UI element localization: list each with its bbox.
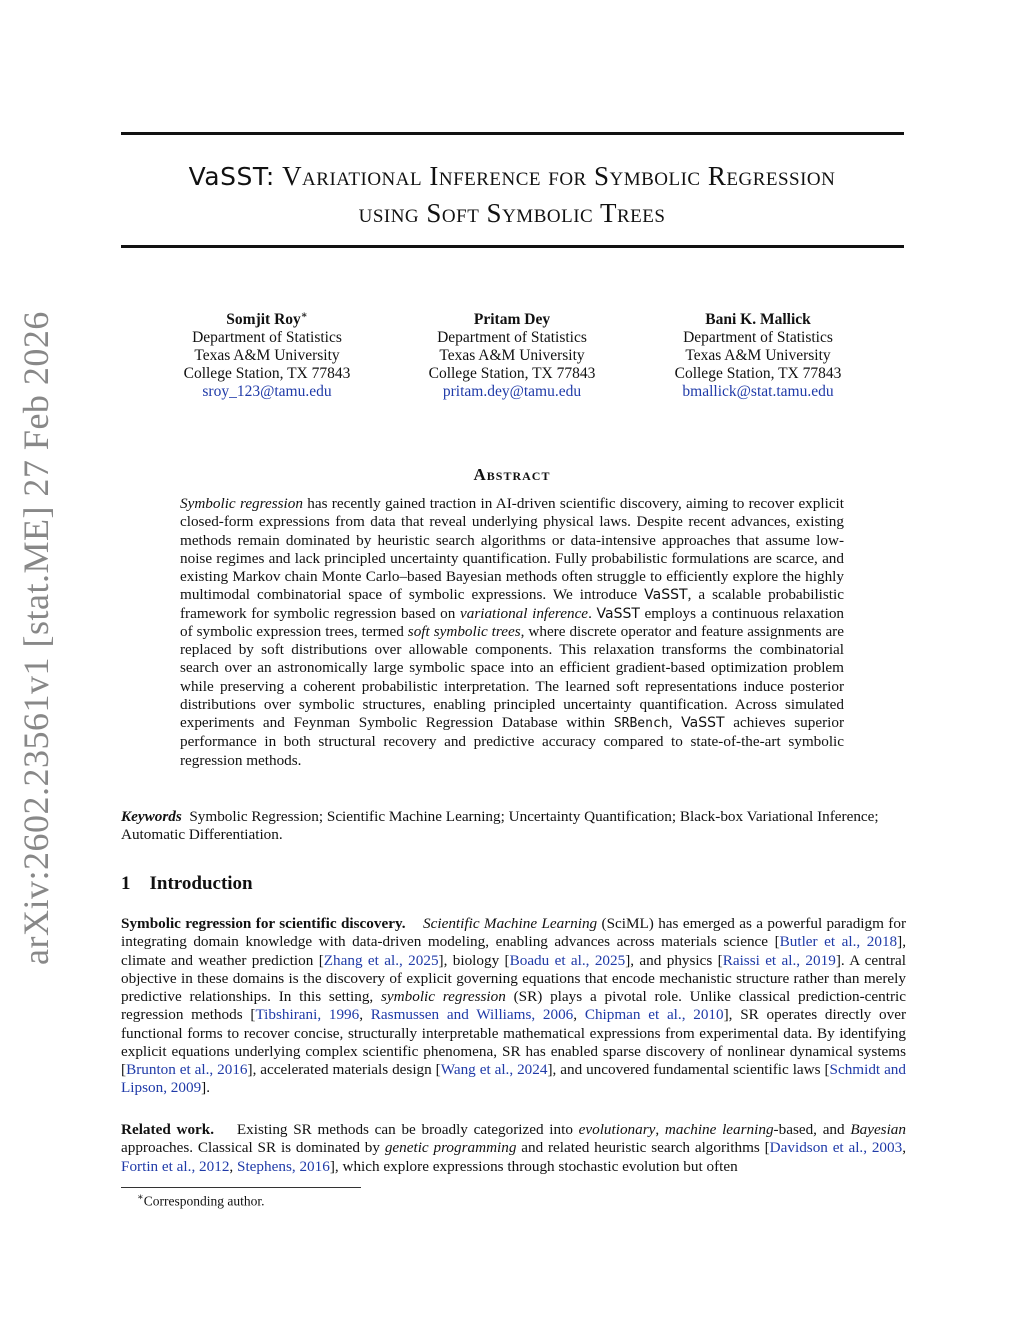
author-dept: Department of Statistics	[437, 329, 587, 347]
citation-link[interactable]: Boadu et al., 2025	[509, 951, 626, 969]
title-line1: Variational Inference for Symbolic Regression	[282, 161, 836, 191]
footnote-rule	[121, 1187, 361, 1188]
author-address: College Station, TX 77843	[674, 365, 842, 383]
abstract-body: Symbolic regression has recently gained traction in AI-driven scientific discovery, aiming to recover explicit closed-form expressions from data that reveal underlying physical laws. Despite recent advances, existing methods remain dominated by heuristic search algorithms or data-intensive approaches that assume low-noise regimes and lack principled uncertainty quantification. Fully probabilistic formulations are scarce, and existing Markov chain Monte Carlo–based Bayesian methods often struggle to efficiently explore the highly multimodal combinatorial space of symbolic expressions. We introduce VaSST, a scalable probabilistic framework for symbolic regression based on variational inference. VaSST employs a continuous relaxation of symbolic expression trees, termed soft symbolic trees, where discrete operator and feature assignments are replaced by soft distributions over allowable components. This relaxation transforms the combinatorial search over an astronomically large symbolic space into an efficient gradient-based optimization problem while preserving a coherent probabilistic interpretation. The learned soft representations induce posterior distributions over symbolic structures, enabling principled uncertainty quantification. Across simulated experiments and Feynman Symbolic Regression Database within SRBench, VaSST achieves superior performance in both structural recovery and predictive accuracy compared to state-of-the-art symbolic regression methods.	[180, 495, 845, 769]
footnote: ∗Corresponding author.	[137, 1192, 265, 1209]
author-email-link[interactable]: pritam.dey@tamu.edu	[442, 383, 582, 401]
keywords-text: Symbolic Regression; Scientific Machine Learning; Uncertainty Quantification; Black-box Variational Inference; Automatic Differentiation.	[121, 808, 879, 844]
paragraph-head: Symbolic regression for scientific discovery.	[121, 915, 406, 932]
title-line2: using Soft Symbolic Trees	[358, 198, 666, 228]
citation-link[interactable]: Raissi et al., 2019	[722, 951, 836, 969]
keywords	[121, 808, 904, 845]
author-address: College Station, TX 77843	[183, 365, 351, 383]
abstract-heading: Abstract	[473, 465, 551, 484]
citation-link[interactable]: Tibshirani, 1996	[255, 1006, 360, 1024]
author-block	[643, 307, 873, 401]
citation-link[interactable]: Brunton et al., 2016	[126, 1061, 248, 1078]
author-name: Bani K. Mallick	[705, 311, 811, 329]
author-dept: Department of Statistics	[192, 329, 342, 347]
citation-link[interactable]: Fortin et al., 2012	[121, 1157, 230, 1175]
title-lead: VaSST	[188, 162, 266, 191]
author-address: College Station, TX 77843	[428, 365, 596, 383]
title-separator: :	[265, 162, 275, 191]
author-univ: Texas A&M University	[439, 347, 585, 365]
author-univ: Texas A&M University	[194, 347, 340, 365]
author-dept: Department of Statistics	[683, 329, 833, 347]
title-bottom-rule	[121, 245, 904, 248]
citation-link[interactable]: Chipman et al., 2010	[584, 1006, 724, 1024]
citation-link[interactable]: Zhang et al., 2025	[323, 951, 439, 969]
citation-link[interactable]: Wang et al., 2024	[440, 1061, 548, 1078]
citation-link[interactable]: Schmidt and Lipson, 2009	[121, 1061, 906, 1097]
author-name: Somjit Roy∗	[226, 310, 308, 329]
author-name: Pritam Dey	[473, 311, 551, 329]
keywords-label: Keywords	[121, 808, 182, 825]
title-top-rule	[121, 132, 904, 135]
citation-link[interactable]: Stephens, 2016	[237, 1157, 330, 1175]
citation-link[interactable]: Rasmussen and Williams, 2006	[370, 1006, 574, 1024]
intro-paragraph-2: Related work. Existing SR methods can be broadly categorized into evolutionary, machine learning-based, and Bayesian approaches. Classical SR is dominated by genetic programming and related heuristic search algorithms [Davidson et al., 2003, Fortin et al., 2012, Stephens, 2016], which explore expressions through stochastic evolution but often	[121, 1121, 907, 1175]
author-univ: Texas A&M University	[685, 347, 831, 365]
citation-link[interactable]: Butler et al., 2018	[779, 933, 898, 951]
intro-paragraph-1: Symbolic regression for scientific discovery. Scientific Machine Learning (SciML) has emerged as a powerful paradigm for integrating domain knowledge with data-driven modeling, enabling advances across materials science [Butler et al., 2018], climate and weather prediction [Zhang et al., 2025], biology [Boadu et al., 2025], and physics [Raissi et al., 2019]. A central objective in these domains is the discovery of explicit governing equations that encode mechanistic structure rather than merely predictive relationships. In this setting, symbolic regression (SR) plays a pivotal role. Unlike classical prediction-centric regression methods [Tibshirani, 1996, Rasmussen and Williams, 2006, Chipman et al., 2010], SR operates directly over functional forms to recover concise, structurally interpretable mathematical expressions from experimental data. By identifying explicit equations underlying complex scientific phenomena, SR has enabled sparse discovery of nonlinear dynamical systems [Brunton et al., 2016], accelerated materials design [Wang et al., 2024], and uncovered fundamental scientific laws [Schmidt and Lipson, 2009].	[121, 915, 906, 1097]
paragraph-head: Related work.	[121, 1121, 215, 1138]
arxiv-stamp: arXiv:2602.23561v1 [stat.ME] 27 Feb 2026	[16, 311, 56, 965]
author-block	[397, 307, 627, 401]
section-heading: 1 Introduction	[121, 873, 253, 894]
paper-title	[100, 158, 924, 232]
author-block	[152, 307, 382, 401]
author-email-link[interactable]: sroy_123@tamu.edu	[202, 383, 332, 401]
citation-link[interactable]: Davidson et al., 2003	[769, 1139, 903, 1157]
author-email-link[interactable]: bmallick@stat.tamu.edu	[682, 383, 834, 401]
